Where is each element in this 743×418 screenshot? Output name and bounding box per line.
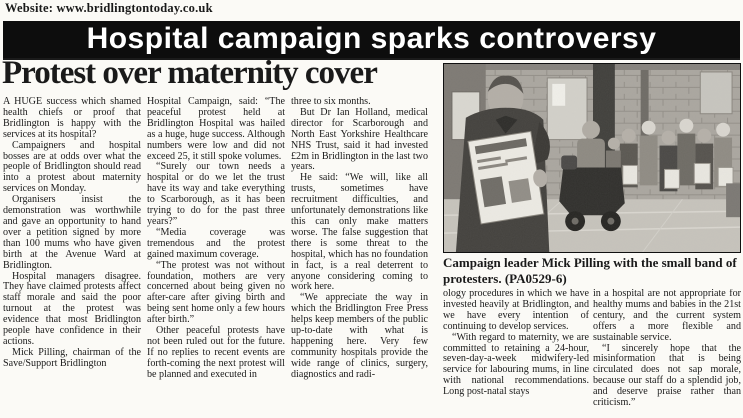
article-column-4 — [443, 289, 589, 418]
paragraph: But Dr Ian Holland, medical director for Scarborough and North East Yorkshire Healthcare NHS Trust, said it had invested £2m in Bridlington in the last two years. — [291, 106, 428, 173]
photo-caption: Campaign leader Mick Pilling with the small band of protesters. (PA0529-6) — [443, 255, 737, 286]
paragraph: “Surely our town needs a hospital or do we let the trust have its way and take everything to Scarborough, as it has been trying to do for the past three years?” — [147, 161, 285, 227]
paragraph: Mick Pilling, chairman of the Save/Support Bridlington — [3, 346, 141, 369]
photo-halftone-grain — [444, 64, 740, 252]
paragraph: Hospital Campaign, said: “The peaceful protest held at Bridlington Hospital was hailed as a huge, huge success. Although numbers were low and did not exceed 25, it still spoke volumes. — [147, 97, 285, 162]
paragraph: three to six months. — [291, 97, 371, 107]
paragraph: “Media coverage was tremendous and the protest gained maximum coverage. — [147, 226, 285, 260]
paragraph: Campaigners and hospital bosses are at odds over what the people of Bridlington should read into a protest about maternity services on Monday. — [3, 139, 141, 195]
paragraph: in a hospital are not appropriate for healthy mums and babies in the 21st century, and the current system offers a more flexible and sustainable service. — [593, 289, 741, 343]
paragraph: Other peaceful protests have not been ruled out for the future. If no replies to recent events are forth-coming the next protest will be planned and executed in — [147, 325, 285, 380]
paragraph: “I sincerely hope that the misinformation that is being circulated does not sap morale, because our staff do a splendid job, and deserve praise rather than criticism.” — [593, 342, 741, 409]
paragraph: “The protest was not without foundation, mothers are very concerned about being given no after-care after giving birth and being sent home only a few hours after birth.” — [147, 259, 285, 326]
paragraph: He said: “We will, like all trusts, sometimes have recruitment difficulties, and unfortunately demonstrations like this can only make matters worse. The false suggestion that there is some threat to the hospital, which has no foundation in fact, is a real deterrent to anyone considering coming to work here. — [291, 172, 428, 293]
banner-headline: Hospital campaign sparks controversy — [3, 21, 740, 58]
article-column-3 — [291, 97, 428, 415]
article-column-1 — [3, 97, 141, 415]
article-column-2 — [147, 97, 285, 415]
paragraph: “We appreciate the way in which the Bridlington Free Press helps keep members of the public up-to-date with what is happening here. Very few community hospitals provide the wide range of clinics, surgery, diagnostics and radi- — [291, 292, 428, 380]
paragraph: A HUGE success which shamed health chiefs or proof that Bridlington is happy with the services at its hospital? — [3, 97, 141, 140]
protest-photo — [443, 63, 741, 253]
article-column-5 — [593, 289, 741, 418]
article-headline: Protest over maternity cover — [2, 55, 377, 91]
paragraph: “With regard to maternity, we are committed to retaining a 24-hour, seven-day-a-week midwifery-led service for labouring mums, in line with national recommendations. Long post-natal stays — [443, 331, 589, 398]
paragraph: Hospital managers disagree. They have claimed protests affect staff morale and said the poor turnout at the protest was evidence that most Bridlington people have confidence in their actions. — [3, 270, 141, 347]
paragraph: ology procedures in which we have invested heavily at Bridlington, and we have every intention of continuing to develop services. — [443, 289, 589, 332]
paragraph: Organisers insist the demonstration was worthwhile and gave an opportunity to hand over a petition signed by more than 100 mums who have given birth at the Avenue Ward at Bridlington. — [3, 194, 141, 271]
website-line: Website: www.bridlingtontoday.co.uk — [5, 1, 213, 15]
protest-photo-illustration — [444, 64, 740, 252]
